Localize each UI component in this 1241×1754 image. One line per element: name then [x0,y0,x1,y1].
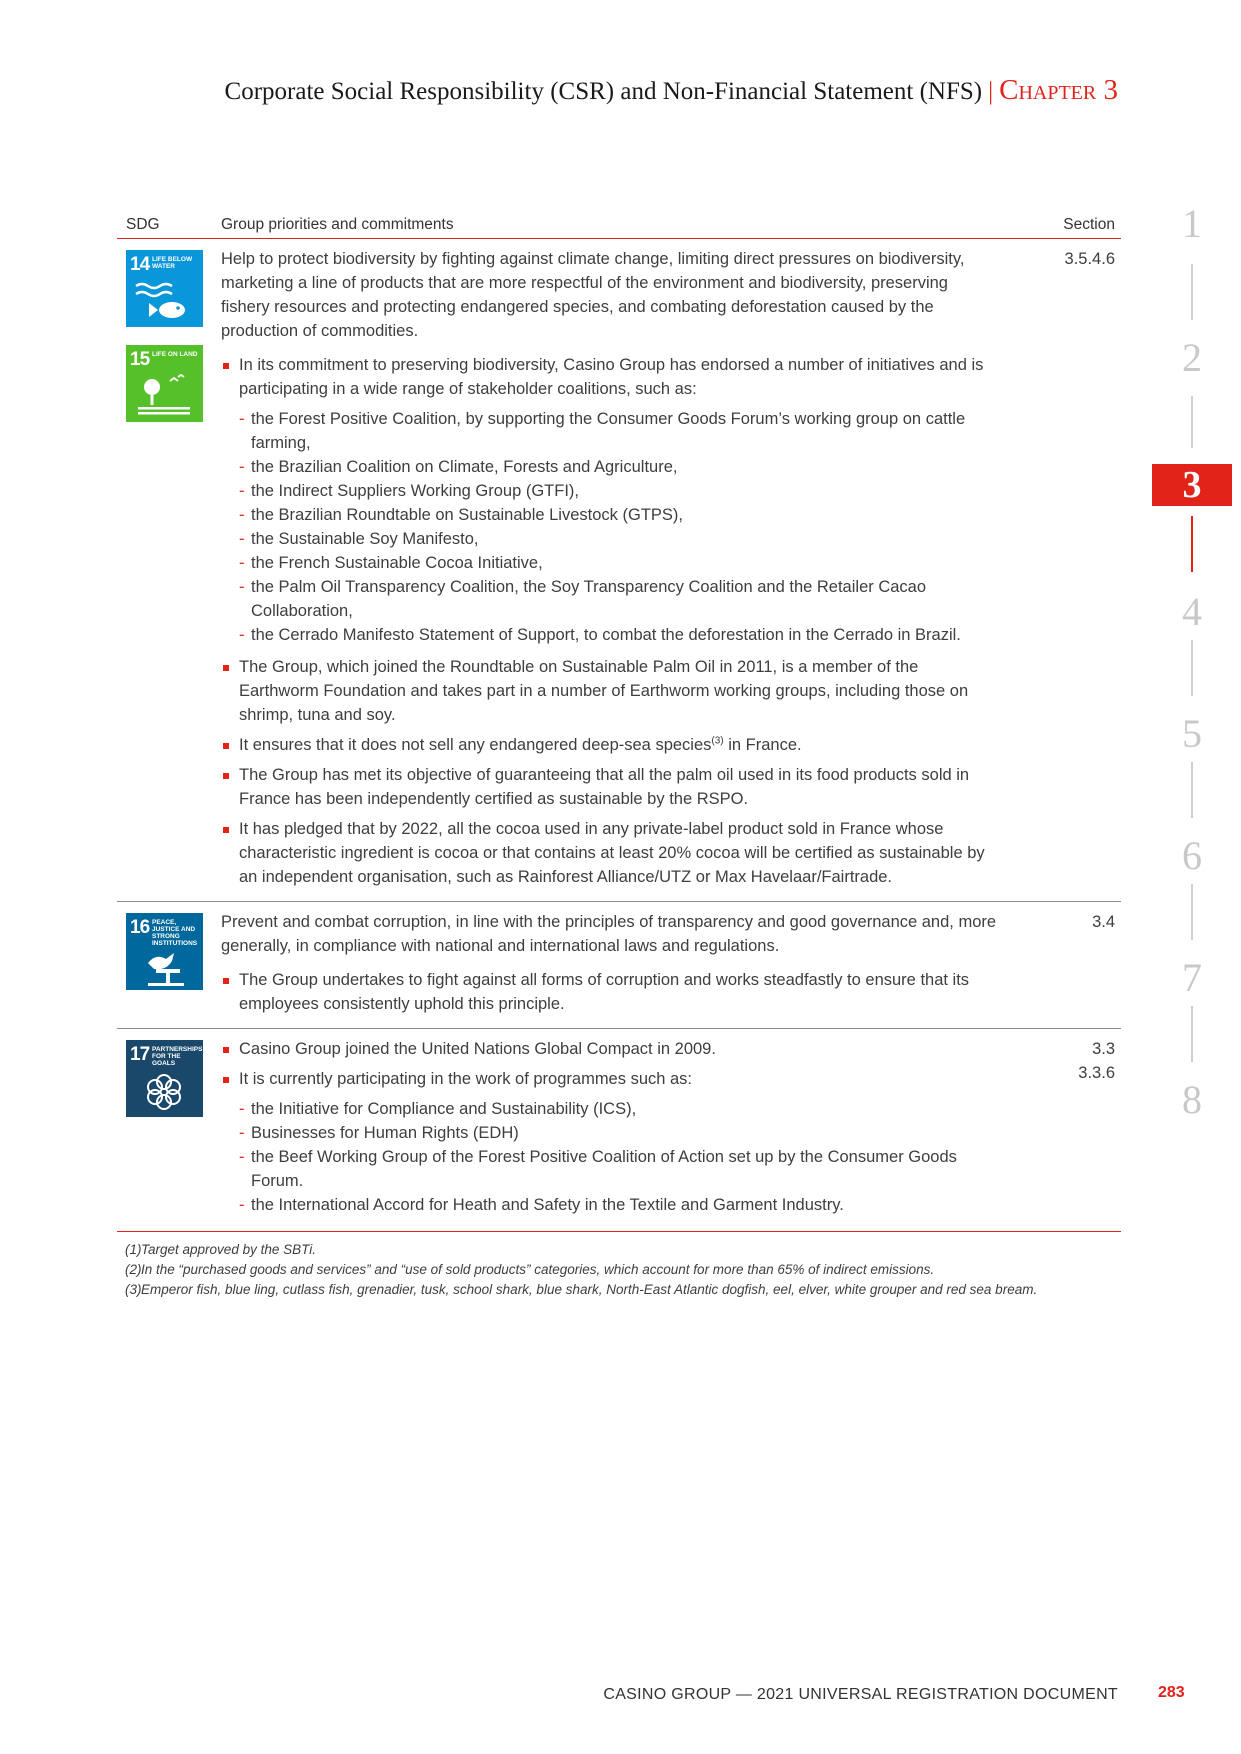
sub-list-item: - the Cerrado Manifesto Statement of Support, to combat the deforestation in the Cerrado in Brazil. [221,623,1001,647]
chapter-nav-8[interactable]: 8 [1182,1077,1202,1122]
sub-list [221,1097,1001,1217]
sub-list-item: - the Initiative for Compliance and Sustainability (ICS), [221,1097,1001,1121]
list-item: The Group undertakes to fight against all forms of corruption and works steadfastly to ensure that its employees consistently uphold this principle. [221,968,1001,1016]
footnote [117,1262,1121,1278]
chapter-nav-3[interactable]: 3 [1152,464,1232,506]
table-row [117,1029,1121,1232]
sub-list [221,407,1001,647]
list-item: The Group, which joined the Roundtable on Sustainable Palm Oil in 2011, is a member of the Earthworm Foundation and takes part in a number of Earthworm working groups, including those on shrimp, tuna and soy. [221,655,1001,727]
footnotes [117,1242,1121,1302]
page-footer: CASINO GROUP — 2021 UNIVERSAL REGISTRATION DOCUMENT [603,1686,1118,1703]
chapter-divider [1191,640,1193,696]
chapter-nav-7[interactable]: 7 [1182,955,1202,1000]
footnote-key: (1) [125,1242,142,1257]
sdg-number: 15 [130,349,150,370]
footnote-key: (3) [125,1282,142,1297]
list-item: It has pledged that by 2022, all the cocoa used in any private-label product sold in France whose characteristic ingredient is cocoa or that contains at least 20% cocoa will be certified as sustainable by an independent organisation, such as Rainforest Alliance/UTZ or Max Havelaar/Fairtrade. [221,817,1001,889]
sdg-number: 14 [130,254,150,275]
sub-list-item: - Businesses for Human Rights (EDH) [221,1121,1001,1145]
sdg-icons [126,1040,204,1135]
sub-list-item: - the Sustainable Soy Manifesto, [221,527,1001,551]
section-ref: 3.5.4.6 [1064,250,1115,268]
sdg-title: PARTNERSHIPS FOR THE GOALS [152,1046,203,1067]
commitment-intro: Prevent and combat corruption, in line with the principles of transparency and good governance and, more generally, in compliance with national and international laws and regulations. [221,913,997,955]
page-header [0,74,1118,107]
chapter-divider [1191,884,1193,940]
chapter-divider [1191,396,1193,448]
sdg-icons [126,913,204,1008]
dove-gavel-icon [126,913,203,990]
column-header-section: Section [1063,216,1115,233]
sub-list-item: - the Brazilian Roundtable on Sustainable Livestock (GTPS), [221,503,1001,527]
list-item [221,733,1001,757]
column-header-group: Group priorities and commitments [221,216,454,233]
tree-icon [126,345,203,422]
chapter-divider-active [1191,516,1193,572]
section-ref: 3.3.6 [1078,1064,1115,1082]
chapter-divider [1191,1006,1193,1062]
sdg-title: PEACE, JUSTICE AND STRONG INSTITUTIONS [152,919,198,947]
list-item: In its commitment to preserving biodiversity, Casino Group has endorsed a number of initiatives and is participating in a wide range of stakeholder coalitions, such as: [221,353,1001,401]
chapter-label: Chapter 3 [999,74,1118,106]
sdg-number: 17 [130,1044,150,1065]
table-header [117,212,1121,239]
flower-rings-icon [126,1040,203,1117]
document-title: Corporate Social Responsibility (CSR) and Non-Financial Statement (NFS) [224,78,983,105]
header-separator: | [988,78,994,105]
section-refs [1078,1037,1115,1085]
sdg16-icon [126,913,203,990]
sdg-table [117,212,1121,1232]
chapter-nav-5[interactable]: 5 [1182,711,1202,756]
list-item: It is currently participating in the work of programmes such as: [221,1067,1001,1091]
sdg17-icon [126,1040,203,1117]
table-row [117,902,1121,1029]
commitment-intro: Help to protect biodiversity by fighting against climate change, limiting direct pressures on biodiversity, marketing a line of products that are more respectful of the environment and biodiversity, preserving fishery resources and protecting endangered species, and combating deforestation caused by the production of commodities. [221,250,965,340]
sub-list-item: - the International Accord for Heath and Safety in the Textile and Garment Industry. [221,1193,1001,1217]
sub-list-item: - the Forest Positive Coalition, by supporting the Consumer Goods Forum’s working group on cattle farming, [221,407,1001,455]
sub-list-item: - the Brazilian Coalition on Climate, Forests and Agriculture, [221,455,1001,479]
sdg-icons [126,250,204,440]
footnote-key: (2) [125,1262,142,1277]
sdg-title: LIFE ON LAND [152,351,198,358]
footnote [117,1242,1121,1258]
sdg15-icon [126,345,203,422]
footnote-text: In the “purchased goods and services” and “use of sold products” categories, which account for more than 65% of indirect emissions. [141,1262,935,1277]
sub-list-item: - the Beef Working Group of the Forest Positive Coalition of Action set up by the Consumer Goods Forum. [221,1145,1001,1193]
bullet-text: It ensures that it does not sell any endangered deep-sea species [239,736,712,754]
footnote-text: Emperor fish, blue ling, cutlass fish, grenadier, tusk, school shark, blue shark, North-East Atlantic dogfish, eel, elver, white grouper and red sea bream. [141,1282,1038,1297]
chapter-nav-6[interactable]: 6 [1182,833,1202,878]
page-number: 283 [1158,1684,1185,1701]
table-row [117,239,1121,902]
sdg-title: LIFE BELOW WATER [152,256,193,270]
footnote-text: Target approved by the SBTi. [141,1242,316,1257]
sub-list-item: - the Palm Oil Transparency Coalition, the Soy Transparency Coalition and the Retailer Cacao Collaboration, [221,575,1001,623]
chapter-nav-2[interactable]: 2 [1182,335,1202,380]
sub-list-item: - the Indirect Suppliers Working Group (GTFI), [221,479,1001,503]
bullet-text-end: in France. [723,736,802,754]
footnote [117,1282,1121,1298]
chapter-divider [1191,762,1193,818]
chapter-divider [1191,264,1193,320]
fish-icon [126,250,203,327]
chapter-nav-4[interactable]: 4 [1182,589,1202,634]
sdg14-icon [126,250,203,327]
sub-list-item: - the French Sustainable Cocoa Initiative, [221,551,1001,575]
row-content [221,1037,1001,1217]
list-item: The Group has met its objective of guaranteeing that all the palm oil used in its food products sold in France has been independently certified as sustainable by the RSPO. [221,763,1001,811]
section-ref: 3.3 [1092,1040,1115,1058]
list-item: Casino Group joined the United Nations Global Compact in 2009. [221,1037,1001,1061]
sdg-number: 16 [130,917,150,938]
row-content [221,247,1001,889]
footnote-ref: (3) [711,735,724,747]
section-ref: 3.4 [1092,913,1115,931]
chapter-nav-1[interactable]: 1 [1182,201,1202,246]
column-header-sdg: SDG [126,216,160,233]
row-content [221,910,1001,1016]
